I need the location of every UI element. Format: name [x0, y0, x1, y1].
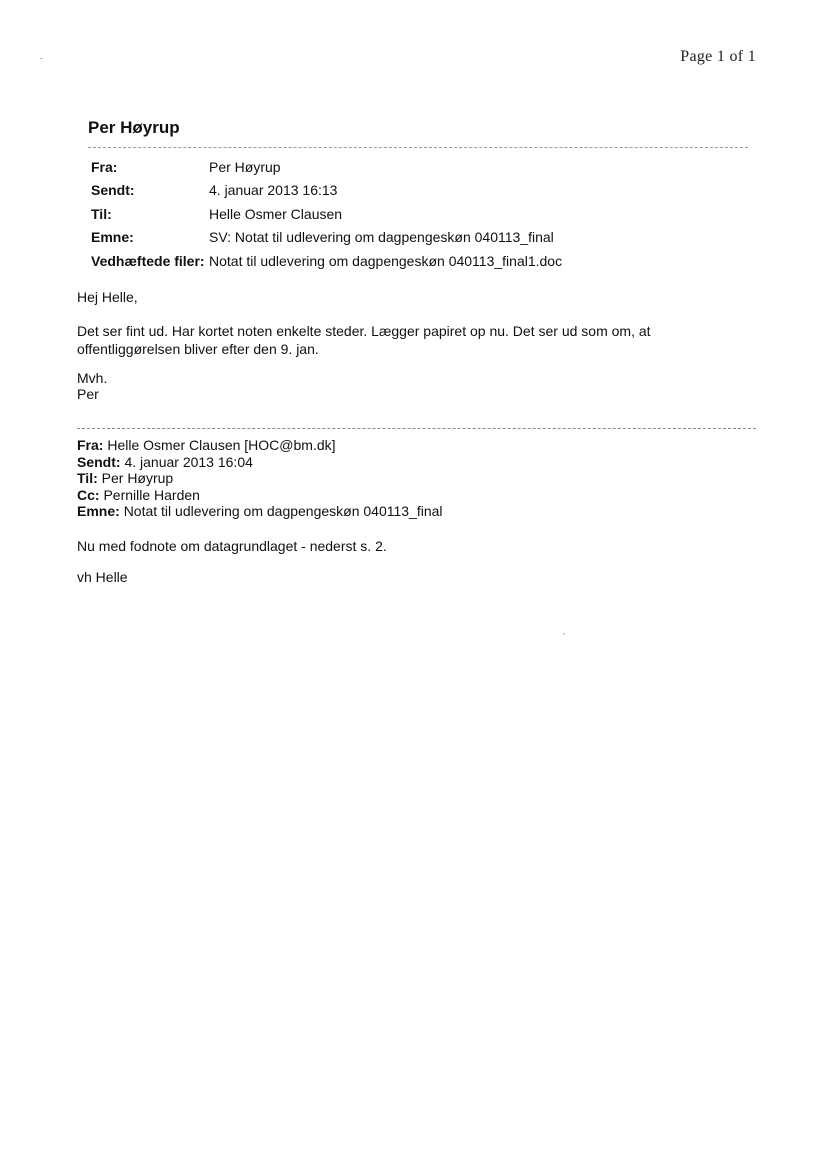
sender-title: Per Høyrup — [88, 118, 180, 137]
fwd-cc-value: Pernille Harden — [103, 486, 200, 503]
message-body — [77, 322, 757, 358]
fwd-sent-label: Sendt: — [77, 453, 121, 470]
fwd-sent-value: 4. januar 2013 16:04 — [124, 453, 253, 470]
scan-speck — [40, 58, 43, 59]
greeting: Hej Helle, — [77, 289, 138, 305]
signature: Per — [77, 386, 99, 402]
to-row — [91, 202, 562, 226]
subject-label: Emne: — [91, 229, 134, 246]
fwd-to-label: Til: — [77, 470, 98, 486]
subject-value: SV: Notat til udlevering om dagpengeskøn 040113_final — [209, 229, 554, 246]
signoff: Mvh. — [77, 370, 108, 386]
sent-label: Sendt: — [91, 182, 135, 199]
fwd-subject-label: Emne: — [77, 503, 120, 519]
forwarded-header — [77, 437, 443, 520]
message-body-line: Det ser fint ud. Har kortet noten enkelte steder. Lægger papiret op nu. Det ser ud som om, at — [77, 323, 651, 339]
fwd-to-row — [77, 470, 443, 487]
forwarded-signoff: vh Helle — [77, 569, 128, 585]
attachments-value: Notat til udlevering om dagpengeskøn 040113_final1.doc — [209, 252, 563, 269]
to-label: Til: — [91, 205, 112, 222]
from-row — [91, 155, 562, 179]
fwd-from-label: Fra: — [77, 437, 104, 453]
attachments-row — [91, 249, 562, 273]
header-divider — [88, 147, 748, 148]
forward-divider — [77, 428, 756, 429]
message-body-line: offentliggørelsen bliver efter den 9. jan. — [77, 341, 319, 357]
fwd-sent-row — [77, 454, 443, 471]
fwd-from-row — [77, 437, 443, 454]
fwd-subject-value: Notat til udlevering om dagpengeskøn 040113_final — [123, 503, 443, 519]
sent-row — [91, 179, 562, 203]
fwd-to-value: Per Høyrup — [101, 470, 174, 486]
email-header — [91, 155, 562, 273]
fwd-from-value: Helle Osmer Clausen [HOC@bm.dk] — [107, 437, 336, 453]
from-label: Fra: — [91, 158, 118, 175]
fwd-subject-row — [77, 503, 443, 520]
to-value: Helle Osmer Clausen — [209, 205, 343, 222]
forwarded-body: Nu med fodnote om datagrundlaget - nederst s. 2. — [77, 538, 387, 554]
subject-row — [91, 226, 562, 250]
page-number: Page 1 of 1 — [680, 48, 756, 65]
sent-value: 4. januar 2013 16:13 — [209, 182, 338, 199]
fwd-cc-row — [77, 487, 443, 504]
scan-speck — [563, 633, 565, 635]
attachments-label: Vedhæftede filer: — [91, 252, 205, 269]
signature-block — [77, 370, 757, 402]
fwd-cc-label: Cc: — [77, 486, 100, 503]
from-value: Per Høyrup — [209, 158, 281, 175]
